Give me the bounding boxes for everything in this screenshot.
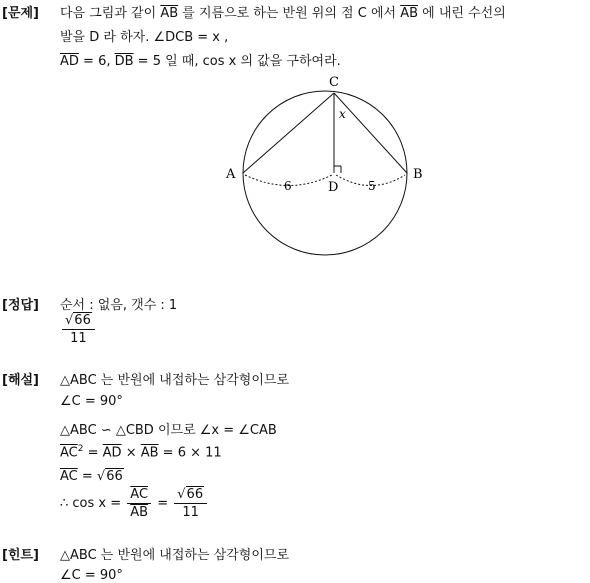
problem-line-2: 발을 D 라 하자. ∠DCB = x ,: [60, 30, 229, 45]
segment-db: $\overline{DB}$: [114, 54, 134, 69]
problem-text: = 5 일 때, cos x 의 값을 구하여라.: [133, 54, 341, 69]
label-6: 6: [284, 179, 292, 193]
solution-line-1: △ABC 는 반원에 내접하는 삼각형이므로: [60, 373, 289, 388]
problem-text: 에 내린 수선의: [418, 6, 506, 21]
hint-line-1: △ABC 는 반원에 내접하는 삼각형이므로: [60, 548, 289, 563]
problem-text: = 6,: [78, 54, 115, 69]
label-x: x: [339, 107, 346, 121]
label-b: B: [413, 167, 423, 182]
problem-text: 를 지름으로 하는 반원 위의 점 C 에서: [178, 6, 401, 21]
answer-line-1: 순서 : 없음, 갯수 : 1: [60, 298, 178, 313]
circle: [243, 91, 407, 255]
problem-text: 다음 그림과 같이: [60, 6, 161, 21]
problem-tag: [문제]: [2, 6, 39, 21]
label-c: C: [329, 75, 339, 90]
segment-ad: $\overline{AD}$: [60, 54, 79, 69]
solution-line-2: ∠C = 90°: [60, 394, 123, 409]
solution-line-3: △ABC ∽ △CBD 이므로 ∠x = ∠CAB: [60, 423, 277, 438]
hint-line-2: ∠C = 90°: [60, 568, 123, 583]
label-a: A: [226, 167, 236, 182]
frac-sqrt66-11: $\frac{√66}{11}$: [174, 487, 207, 520]
segment-ab: $\overline{AB}$: [400, 6, 419, 21]
answer-tag: [정답]: [2, 298, 39, 313]
answer-fraction: $\frac{√66}{11}$: [62, 313, 95, 346]
solution-line-6: ∴ cos x = $\frac{\overline{AC}}{AB}$ = $\frac{√66}{11}$: [60, 487, 209, 520]
answer-value: [60, 313, 97, 346]
segment-ab: $\overline{AB}$: [160, 6, 179, 21]
semicircle-figure: [0, 0, 590, 290]
frac-ac-ab: $\frac{\overline{AC}}{AB}$: [127, 487, 151, 520]
segment-ac: [243, 93, 334, 173]
solution-line-4: $\overline{AC}^2 = \overline{AD} \times \overline{AB} = 6 \times 11$: [60, 444, 222, 461]
solution-tag: [해설]: [2, 373, 39, 388]
label-5: 5: [368, 179, 376, 193]
label-d: D: [328, 180, 339, 195]
hint-tag: [힌트]: [2, 548, 39, 563]
solution-line-5: $\overline{AC} = √66$: [60, 469, 123, 484]
